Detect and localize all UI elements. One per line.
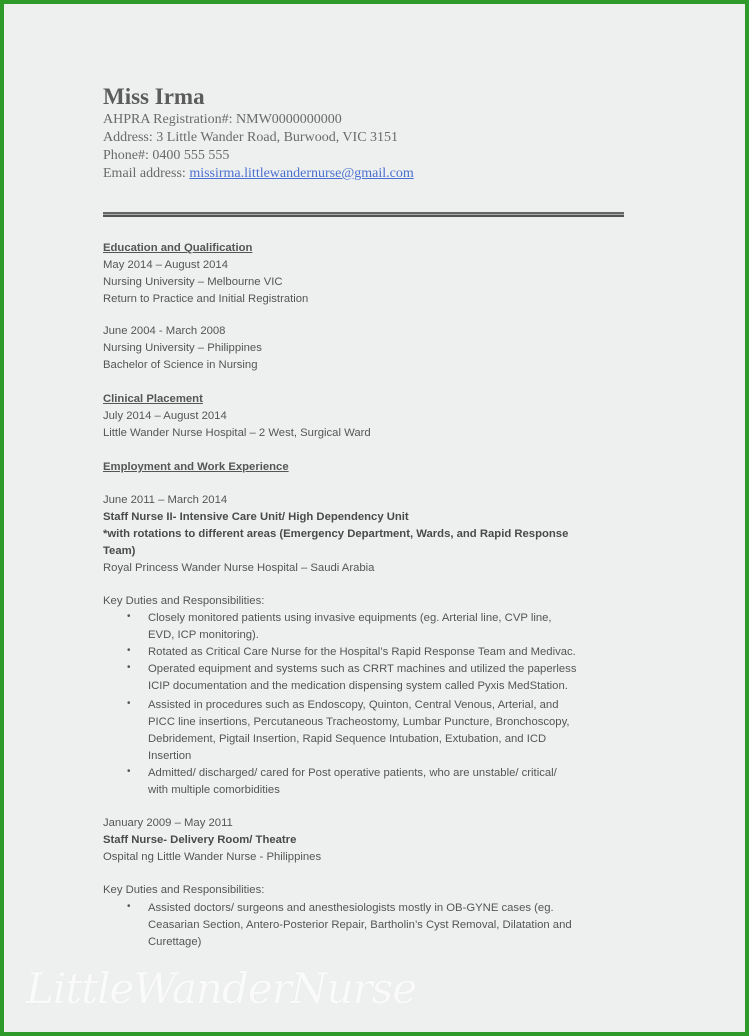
placement-heading: Clinical Placement bbox=[103, 393, 203, 405]
education-school: Nursing University – Philippines bbox=[103, 342, 262, 354]
job-title: Staff Nurse- Delivery Room/ Theatre bbox=[103, 834, 297, 846]
email-label: Email address: bbox=[103, 166, 186, 181]
duty-item: Ceasarian Section, Antero-Posterior Repair, Bartholin’s Cyst Removal, Dilatation and bbox=[148, 919, 572, 931]
duty-item: EVD, ICP monitoring). bbox=[148, 629, 259, 641]
education-school: Nursing University – Melbourne VIC bbox=[103, 276, 283, 288]
duty-item: Debridement, Pigtail Insertion, Rapid Sequence Intubation, Extubation, and ICD bbox=[148, 733, 547, 745]
duty-item: Admitted/ discharged/ cared for Post operative patients, who are unstable/ critical/ bbox=[148, 767, 557, 779]
duties-label: Key Duties and Responsibilities: bbox=[103, 595, 265, 607]
address-line: Address: 3 Little Wander Road, Burwood, VIC 3151 bbox=[103, 130, 399, 145]
watermark: LittleWanderNurse bbox=[26, 964, 417, 1013]
job-title: Staff Nurse II- Intensive Care Unit/ High Dependency Unit bbox=[103, 511, 409, 523]
duty-item: Insertion bbox=[148, 750, 192, 762]
job-employer: Royal Princess Wander Nurse Hospital – Saudi Arabia bbox=[103, 562, 375, 574]
placement-place: Little Wander Nurse Hospital – 2 West, Surgical Ward bbox=[103, 427, 371, 439]
job-dates: June 2011 – March 2014 bbox=[103, 494, 228, 506]
bullet: • bbox=[127, 766, 131, 777]
resume-page bbox=[4, 4, 745, 1032]
duty-item: PICC line insertions, Percutaneous Tracheostomy, Lumbar Puncture, Bronchoscopy, bbox=[148, 716, 570, 728]
education-program: Bachelor of Science in Nursing bbox=[103, 359, 258, 371]
duty-item: Closely monitored patients using invasive equipments (eg. Arterial line, CVP line, bbox=[148, 612, 552, 624]
education-dates: May 2014 – August 2014 bbox=[103, 259, 228, 271]
job-note: *with rotations to different areas (Emergency Department, Wards, and Rapid Response bbox=[103, 528, 569, 540]
phone-line: Phone#: 0400 555 555 bbox=[103, 148, 230, 163]
job-note: Team) bbox=[103, 545, 136, 557]
duty-item: Curettage) bbox=[148, 936, 202, 948]
header-divider bbox=[103, 212, 624, 217]
duty-item: Rotated as Critical Care Nurse for the Hospital’s Rapid Response Team and Medivac. bbox=[148, 646, 576, 658]
registration-line: AHPRA Registration#: NMW0000000000 bbox=[103, 112, 342, 127]
employment-heading: Employment and Work Experience bbox=[103, 461, 289, 473]
duties-label: Key Duties and Responsibilities: bbox=[103, 884, 265, 896]
bullet: • bbox=[127, 611, 131, 622]
email-link[interactable]: missirma.littlewandernurse@gmail.com bbox=[189, 166, 414, 181]
bullet: • bbox=[127, 698, 131, 709]
placement-dates: July 2014 – August 2014 bbox=[103, 410, 227, 422]
email-line bbox=[103, 166, 414, 182]
duty-item: Assisted in procedures such as Endoscopy, Quinton, Central Venous, Arterial, and bbox=[148, 699, 559, 711]
job-employer: Ospital ng Little Wander Nurse - Philippines bbox=[103, 851, 322, 863]
bullet: • bbox=[127, 662, 131, 673]
job-dates: January 2009 – May 2011 bbox=[103, 817, 233, 829]
education-dates: June 2004 - March 2008 bbox=[103, 325, 226, 337]
candidate-name: Miss Irma bbox=[103, 84, 205, 109]
bullet: • bbox=[127, 901, 131, 912]
education-program: Return to Practice and Initial Registration bbox=[103, 293, 309, 305]
duty-item: Operated equipment and systems such as CRRT machines and utilized the paperless bbox=[148, 663, 577, 675]
education-heading: Education and Qualification bbox=[103, 242, 253, 254]
duty-item: Assisted doctors/ surgeons and anesthesiologists mostly in OB-GYNE cases (eg. bbox=[148, 902, 554, 914]
duty-item: ICIP documentation and the medication dispensing system called Pyxis MedStation. bbox=[148, 680, 568, 692]
bullet: • bbox=[127, 645, 131, 656]
duty-item: with multiple comorbidities bbox=[148, 784, 280, 796]
